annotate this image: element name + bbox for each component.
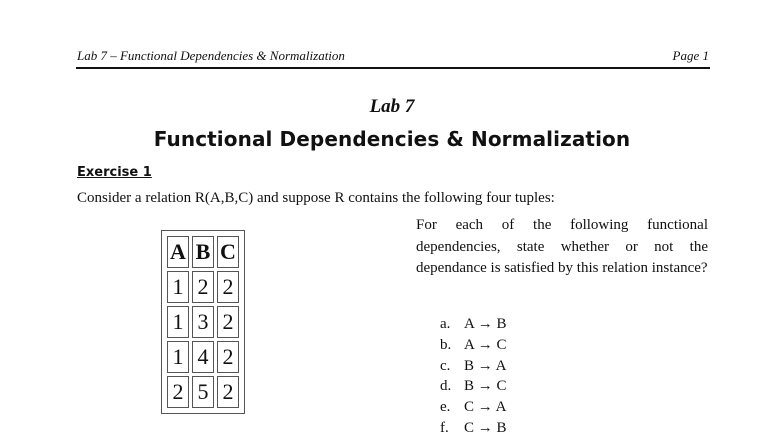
table-row <box>167 306 239 338</box>
list-marker: a. <box>440 316 451 332</box>
list-item <box>440 314 507 335</box>
table-cell: 1 <box>167 341 189 373</box>
table-cell: 1 <box>167 306 189 338</box>
table-cell: 2 <box>217 341 239 373</box>
header-rule <box>76 67 710 69</box>
table-row <box>167 341 239 373</box>
table-cell: 1 <box>167 271 189 303</box>
column-header-b: B <box>192 236 214 268</box>
table-cell: 2 <box>167 376 189 408</box>
dependency-text: A → B <box>464 316 507 332</box>
list-item <box>440 356 507 377</box>
lab-number: Lab 7 <box>369 96 415 117</box>
list-marker: f. <box>440 419 449 436</box>
exercise-heading: Exercise 1 <box>77 165 152 180</box>
table-header-row <box>167 236 239 268</box>
list-item <box>440 418 507 439</box>
list-item <box>440 397 507 418</box>
list-item <box>440 335 507 356</box>
column-header-c: C <box>217 236 239 268</box>
table-cell: 5 <box>192 376 214 408</box>
table-row <box>167 376 239 408</box>
list-marker: b. <box>440 336 452 353</box>
dependency-text: B → C <box>464 378 507 395</box>
list-marker: d. <box>440 378 452 395</box>
list-marker: c. <box>440 357 451 374</box>
exercise-intro: Consider a relation R(A,B,C) and suppose R contains the following four tuples: <box>77 190 555 206</box>
dependency-text: B → A <box>464 357 507 374</box>
page-header <box>77 47 709 65</box>
dependency-text: C → A <box>464 399 507 416</box>
table-cell: 4 <box>192 341 214 373</box>
column-header-a: A <box>167 236 189 268</box>
table-cell: 2 <box>217 271 239 303</box>
table-row <box>167 271 239 303</box>
table-cell: 2 <box>217 376 239 408</box>
exercise-question: For each of the following functional dependencies, state whether or not the dependance is satisfied by this relation instance? <box>416 217 708 276</box>
table-cell: 2 <box>192 271 214 303</box>
header-title: Lab 7 – Functional Dependencies & Normalization <box>77 48 345 63</box>
table-cell: 2 <box>217 306 239 338</box>
dependency-text: C → B <box>464 419 507 436</box>
page-number: Page 1 <box>672 48 709 63</box>
table-cell: 3 <box>192 306 214 338</box>
list-item <box>440 376 507 397</box>
list-marker: e. <box>440 399 451 416</box>
dependency-text: A → C <box>464 336 507 353</box>
relation-table <box>161 230 245 414</box>
dependency-list <box>440 314 507 439</box>
page-title: Functional Dependencies & Normalization <box>153 127 631 151</box>
